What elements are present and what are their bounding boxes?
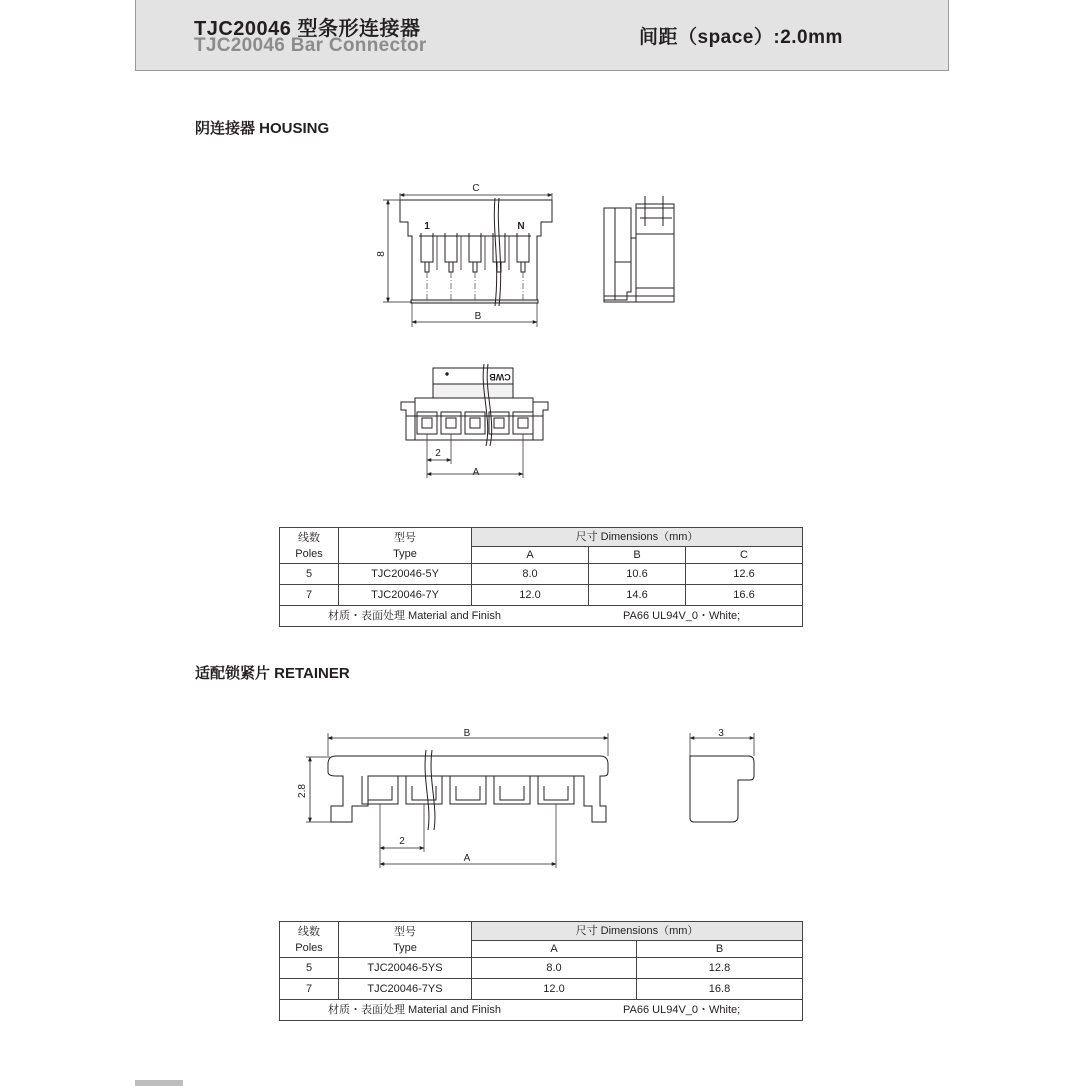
- material-row: [280, 1000, 803, 1021]
- pin-last-label: N: [517, 221, 525, 232]
- table-row: [280, 585, 803, 606]
- material-value: PA66 UL94V_0・White;: [623, 610, 741, 622]
- page-number-tab: [135, 1080, 183, 1086]
- cell-poles: 5: [280, 564, 339, 585]
- retainer-dim-b-label: B: [463, 728, 471, 739]
- col-b-header: B: [589, 547, 686, 564]
- retainer-spec-table: [279, 921, 803, 1021]
- material-label: 材质・表面处理 Material and Finish: [328, 610, 501, 622]
- table-row: [280, 564, 803, 585]
- housing-mark: CWB: [489, 372, 511, 382]
- pin-first-label: 1: [424, 221, 430, 232]
- housing-front-view: [383, 193, 552, 327]
- col-c-header: C: [686, 547, 803, 564]
- table-row: [280, 958, 803, 979]
- cell-c: 12.6: [686, 564, 803, 585]
- housing-dim-height-label: 8: [376, 251, 387, 257]
- housing-dim-c-label: C: [472, 183, 480, 194]
- col-a-header: A: [472, 941, 637, 958]
- cell-a: 12.0: [472, 585, 589, 606]
- type-header: 型号 Type: [339, 922, 472, 958]
- page-title: TJC20046 型条形连接器: [194, 18, 421, 40]
- poles-header: 线数 Poles: [280, 922, 339, 958]
- retainer-dim-pitch-label: 2: [399, 836, 405, 847]
- housing-side-view: [604, 196, 674, 302]
- housing-bottom-view: [401, 364, 548, 478]
- page-subtitle: TJC20046 Bar Connector: [194, 35, 427, 56]
- material-row: [280, 606, 803, 627]
- cell-c: 16.6: [686, 585, 803, 606]
- material-value: PA66 UL94V_0・White;: [623, 1004, 741, 1016]
- cell-b: 16.8: [637, 979, 803, 1000]
- cell-b: 10.6: [589, 564, 686, 585]
- housing-dim-b-label: B: [474, 311, 482, 322]
- dimensions-header: 尺寸 Dimensions（mm）: [472, 528, 803, 547]
- housing-dim-a-label: A: [472, 467, 480, 478]
- cell-a: 8.0: [472, 958, 637, 979]
- cell-type: TJC20046-7Y: [339, 585, 472, 606]
- dimensions-header: 尺寸 Dimensions（mm）: [472, 922, 803, 941]
- cell-a: 8.0: [472, 564, 589, 585]
- material-label: 材质・表面处理 Material and Finish: [328, 1004, 501, 1016]
- housing-dim-pitch-label: 2: [435, 448, 441, 459]
- retainer-front-view: [306, 733, 608, 868]
- col-b-header: B: [637, 941, 803, 958]
- retainer-dim-height-label: 2.8: [297, 784, 308, 798]
- cell-poles: 5: [280, 958, 339, 979]
- table-row: [280, 979, 803, 1000]
- housing-spec-table: [279, 527, 803, 627]
- col-a-header: A: [472, 547, 589, 564]
- retainer-slots: [362, 776, 574, 804]
- cell-a: 12.0: [472, 979, 637, 1000]
- retainer-dim-a-label: A: [463, 853, 471, 864]
- retainer-dim-depth-label: 3: [718, 728, 724, 739]
- poles-header: 线数 Poles: [280, 528, 339, 564]
- cell-b: 12.8: [637, 958, 803, 979]
- cell-type: TJC20046-5Y: [339, 564, 472, 585]
- cell-b: 14.6: [589, 585, 686, 606]
- cell-type: TJC20046-7YS: [339, 979, 472, 1000]
- cell-type: TJC20046-5YS: [339, 958, 472, 979]
- retainer-side-view: [690, 733, 754, 822]
- cell-poles: 7: [280, 979, 339, 1000]
- cell-poles: 7: [280, 585, 339, 606]
- retainer-section-title: 适配锁紧片 RETAINER: [195, 665, 350, 682]
- type-header: 型号 Type: [339, 528, 472, 564]
- housing-section-title: 阴连接器 HOUSING: [195, 120, 330, 137]
- pitch-spec: 间距（space）:2.0mm: [639, 27, 843, 48]
